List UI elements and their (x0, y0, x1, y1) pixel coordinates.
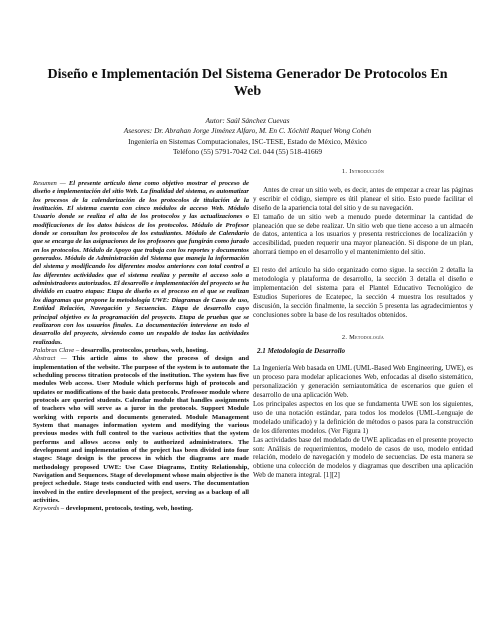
intro-paragraph-2: El tamaño de un sitio web a menudo puede determinar la cantidad de planeación que se debe realizar. Un sitio web que tiene acceso a un almacén de datos, antentica a los usuarios y presenta restricciones de localización y accesibilidad, pueden requerir una mayor planeación. Si dispone de un plan, ahorrará tiempo en el desarrollo y el mantenimiento del sitio. (253, 212, 473, 257)
intro-paragraph-1: Antes de crear un sitio web, es decir, antes de empezar a crear las páginas y escribir el código, siempre es útil planear el sitio. Esto puede facilitar el diseño de la apariencia total del sitio y de su navegación. (253, 185, 473, 212)
author-block (60, 116, 435, 158)
abstract-text: This article aims to show the process of design and implementation of the website. The purpose of the system is to automate the scheduling process titration protocols of the institution. The system has five modules Web access. User Module which performs high of protocols and updates or modifications of the basic data protocols. Professor module where protocols are queried students. Calendar module that handles assignments of teachers who will serve as a juror in the protocols. Support Module working with reports and documents generated. Module Management System that manages information system and modifying the various previous modes with full control to the various activities that the system performs and allows access only to authorized administrators. The development and implementation of the project has been divided into four stages: Stage design is the process in which the diagrams are made methodology proposed UWE: Use Case Diagrams, Entity Relationship, Navigation and Sequences. Stage of development whose main objective is the project schedule. Stage tests conducted with end users. The documentation involved in the entire development of the project, serving as a backup of all activities. (33, 355, 249, 505)
abstract-lead: Abstract — (33, 355, 73, 363)
keywords (33, 505, 249, 513)
method-paragraph-3: Las actividades base del modelado de UWE aplicadas en el presente proyecto son: Análisis de requerimientos, modelo de casos de uso, modelo entidad relación, modelo de navegación y modelo de secuencias. De esta manera se obtiene una colección de modelos y diagramas que describen una aplicación Web de manera integral. [1][2] (253, 435, 473, 480)
section-heading-introduccion: 1. Introducción (341, 168, 385, 175)
method-paragraph-2: Los principales aspectos en los que se fundamenta UWE son los siguientes, uso de una notación estándar, para todos los modelos (UML-Lenguaje de modelado unificado) y la definición de métodos o pasos para la construcción de los diferentes modelos. (Ver Figura 1) (253, 400, 473, 435)
right-column (253, 168, 473, 480)
subsection-heading: 2.1 Metodología de Desarrollo (257, 346, 346, 355)
resumen (33, 180, 249, 347)
palabras-clave-lead: Palabras Clave – (33, 346, 81, 354)
advisors: Asesores: Dr. Abrahan Jorge Jiménez Alfaro, M. En C. Xóchitl Raquel Wong Cohén (123, 126, 372, 136)
phone-numbers: Teléfono (55) 5791-7042 Cel. 044 (55) 518-41669 (172, 147, 323, 157)
intro-paragraph-3: El resto del artículo ha sido organizado como sigue. la sección 2 detalla la metodología y plataforma de desarrollo, la sección 3 detalla el diseño e implementación del sistema para el Plantel Educativo Tecnológico de Estudios Superiores de Ecatepec, la sección 4 muestra los resultados y discusión, la sección finalmente, la sección 5 presenta las agradecimientos y conclusiones sobre la base de los resultados obtenidos. (253, 266, 473, 319)
method-paragraph-1: La Ingeniería Web basada en UML (UML-Based Web Engineering, UWE), es un proceso para modelar aplicaciones Web, enfocadas al diseño sistemático, personalización y generación semiautomática de escenarios que guíen el desarrollo de una aplicación Web. (253, 364, 473, 400)
paper-title: Diseño e Implementación Del Sistema Generador De Protocolos En Web (47, 67, 448, 99)
resumen-text: El presente artículo tiene como objetivo mostrar el proceso de diseño e implementación del sitio Web. La finalidad del sistema, es automatizar los procesos de la calendarización de los protocolos de titulación de la institución. El sistema cuenta con cinco módulos de acceso Web. Módulo Usuario donde se realiza el alta de los protocolos y las actualizaciones o modificaciones de los datos básicos de los protocolos. Módulo de Profesor donde se consultan los protocolos de los estudiantes. Módulo de Calendario que se encarga de las asignaciones de los profesores que fungirán como jurado en los protocolos. Módulo de Apoyo que trabaja con los reportes y documentos generados. Módulo de Administración del Sistema que maneja la información del sistema y modificando los diferentes modos anteriores con total control a las diferentes actividades que el sistema realiza y permite el acceso solo a administradores autorizados. El desarrollo e implementación del proyecto se ha dividido en cuatro etapas: Etapa de diseño es el proceso en el que se realizan los diagramas que propone la metodología UWE: Diagramas de Casos de uso, Entidad Relación, Navegación y Secuencias. Etapa de desarrollo cuyo principal objetivo es la programación del proyecto. Etapa de pruebas que se realizaron con los usuarios finales. La documentación interviene en todo el desarrollo del proyecto, sirviendo como un respaldo de todas las actividades realizadas. (33, 180, 249, 346)
abstract (33, 355, 249, 505)
keywords-text: development, protocols, testing, web, hosting. (65, 505, 193, 513)
left-column (33, 180, 249, 514)
palabras-clave-text: desarrollo, protocolos, pruebas, web, hosting. (80, 346, 208, 354)
keywords-lead: Keywords – (33, 505, 66, 513)
section-heading-metodologia: 2. Metodología (341, 333, 385, 341)
author-name: Autor: Saúl Sánchez Cuevas (205, 116, 290, 125)
palabras-clave (33, 347, 249, 355)
affiliation: Ingeniería en Sistemas Computacionales, ISC-TESE, Estado de México, México (128, 136, 367, 146)
resumen-lead: Resumen — (33, 180, 69, 187)
